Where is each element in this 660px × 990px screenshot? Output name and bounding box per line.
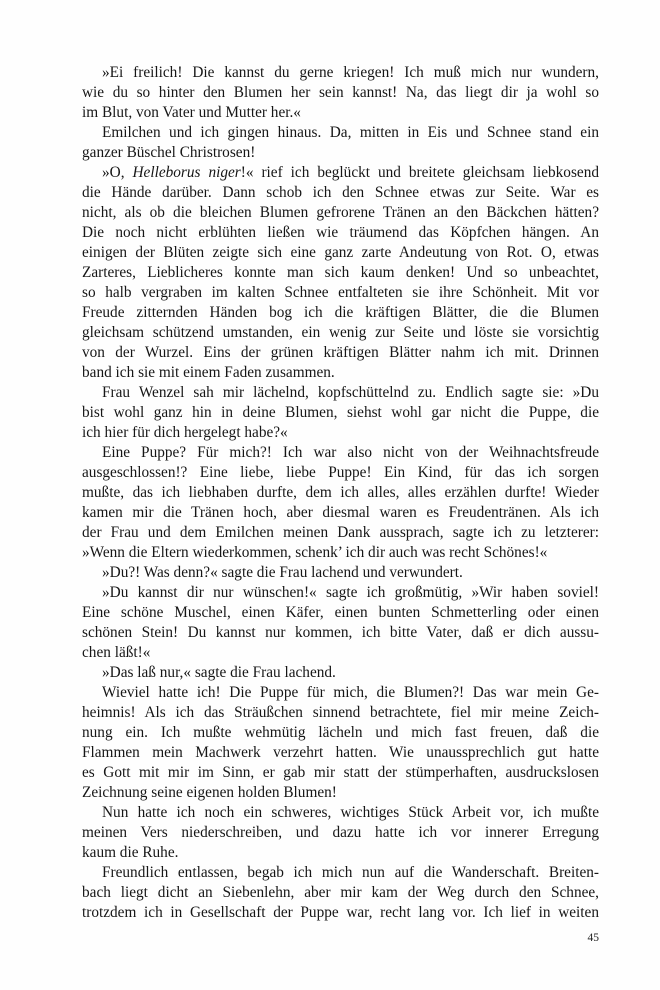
text-line: es Gott mit mir im Sinn, er gab mir statt der stümperhaften, ausdruckslosen [82, 764, 599, 781]
text-line: »Das laß nur,« sagte die Frau lachend. [102, 664, 336, 681]
text-line: im Blut, von Vater und Mutter her.« [82, 104, 301, 121]
text-line: »Wenn die Eltern wiederkommen, schenk’ ich dir auch was recht Schönes!« [82, 544, 548, 561]
paragraph [82, 583, 599, 663]
text-line: ich hier für dich hergelegt habe?« [82, 424, 288, 441]
text-line: kaum die Ruhe. [82, 844, 179, 861]
text-line: einigen der Blüten zeigte sich eine ganz zarte Andeutung von Rot. O, etwas [82, 244, 599, 261]
text-line: »Ei freilich! Die kannst du gerne kriegen! Ich muß mich nur wundern, [102, 64, 599, 81]
text-line: von der Wurzel. Eins der grünen kräftigen Blätter nahm ich mit. Drinnen [82, 344, 599, 361]
text-line: gleichsam schützend umstanden, ein wenig zur Seite und löste sie vorsichtig [82, 324, 599, 341]
text-line: bach liegt dicht an Siebenlehn, aber mir kam der Weg durch den Schnee, [82, 884, 599, 901]
text-line: nicht, als ob die bleichen Blumen gefrorene Tränen an den Bäckchen hätten? [82, 204, 599, 221]
text-line: der Frau und dem Emilchen meinen Dank aussprach, sagte ich zu letzterer: [82, 524, 599, 541]
text-line: so halb vergraben im kalten Schnee entfalteten sie ihre Schönheit. Mit vor [82, 284, 599, 301]
page-number: 45 [587, 932, 599, 944]
quote-suffix: !« rief ich beglückt und breitete gleichsam liebkosend [240, 164, 599, 181]
paragraph [82, 123, 599, 163]
latin-term-italic: Helleborus niger [132, 164, 241, 181]
text-line: trotzdem ich in Gesellschaft der Puppe war, recht lang vor. Ich lief in weiten [82, 904, 599, 921]
paragraph [82, 663, 599, 683]
text-line: »Du?! Was denn?« sagte die Frau lachend und verwundert. [102, 564, 463, 581]
text-line: kamen mir die Tränen hoch, aber diesmal waren es Freudentränen. Als ich [82, 504, 599, 521]
paragraph [82, 63, 599, 123]
text-line: Frau Wenzel sah mir lächelnd, kopfschüttelnd zu. Endlich sagte sie: »Du [102, 384, 599, 401]
page-text [82, 63, 599, 923]
text-line: Freundlich entlassen, begab ich mich nun auf die Wanderschaft. Breiten- [102, 864, 599, 881]
paragraph [82, 863, 599, 923]
text-line: Emilchen und ich gingen hinaus. Da, mitten in Eis und Schnee stand ein [102, 124, 599, 141]
text-line: ausgeschlossen!? Eine liebe, liebe Puppe! Ein Kind, für das ich sorgen [82, 464, 599, 481]
text-line: bist wohl ganz hin in deine Blumen, siehst wohl gar nicht die Puppe, die [82, 404, 599, 421]
text-line: Eine Puppe? Für mich?! Ich war also nicht von der Weihnachtsfreude [102, 444, 599, 461]
text-line: Eine schöne Muschel, einen Käfer, einen bunten Schmetterling oder einen [82, 604, 599, 621]
text-line: Nun hatte ich noch ein schweres, wichtiges Stück Arbeit vor, ich mußte [102, 804, 599, 821]
paragraph [82, 443, 599, 563]
text-line: mußte, das ich liebhaben durfte, dem ich alles, alles erzählen durfte! Wieder [82, 484, 599, 501]
text-line: Zeichnung seine eigenen holden Blumen! [82, 784, 337, 801]
text-line: »Du kannst dir nur wünschen!« sagte ich großmütig, »Wir haben soviel! [102, 584, 599, 601]
paragraph [82, 563, 599, 583]
text-line: Wieviel hatte ich! Die Puppe für mich, die Blumen?! Das war mein Ge- [102, 684, 599, 701]
text-line: chen läßt!« [82, 644, 151, 661]
text-line: meinen Vers niederschreiben, und dazu hatte ich vor innerer Erregung [82, 824, 599, 841]
paragraph [82, 683, 599, 803]
text-line: Die noch nicht erblühten ließen wie träumend das Köpfchen hängen. An [82, 224, 599, 241]
text-line: band ich sie mit einem Faden zusammen. [82, 364, 335, 381]
text-line: heimnis! Als ich das Sträußchen sinnend betrachtete, fiel mir meine Zeich- [82, 704, 599, 721]
text-line: wie du so hinter den Blumen her sein kannst! Na, das liegt dir ja wohl so [82, 84, 599, 101]
paragraph [82, 163, 599, 383]
text-line: die Hände darüber. Dann schob ich den Schnee etwas zur Seite. War es [82, 184, 599, 201]
text-line: schönen Stein! Du kannst nur kommen, ich bitte Vater, daß er dich aussu- [82, 624, 599, 641]
paragraph [82, 803, 599, 863]
text-line [82, 163, 599, 183]
text-line: ganzer Büschel Christrosen! [82, 144, 256, 161]
text-line: Flammen mein Machwerk verzehrt hatten. Wie unaussprechlich gut hatte [82, 744, 599, 761]
text-line: Zarteres, Lieblicheres konnte man sich kaum denken! Und so unbeachtet, [82, 264, 599, 281]
quote-prefix: »O, [102, 164, 133, 181]
paragraph [82, 383, 599, 443]
text-line: Freude zitternden Händen bog ich die kräftigen Blätter, die die Blumen [82, 304, 599, 321]
text-line: nung ein. Ich mußte wehmütig lächeln und mich fast freuen, daß die [82, 724, 599, 741]
